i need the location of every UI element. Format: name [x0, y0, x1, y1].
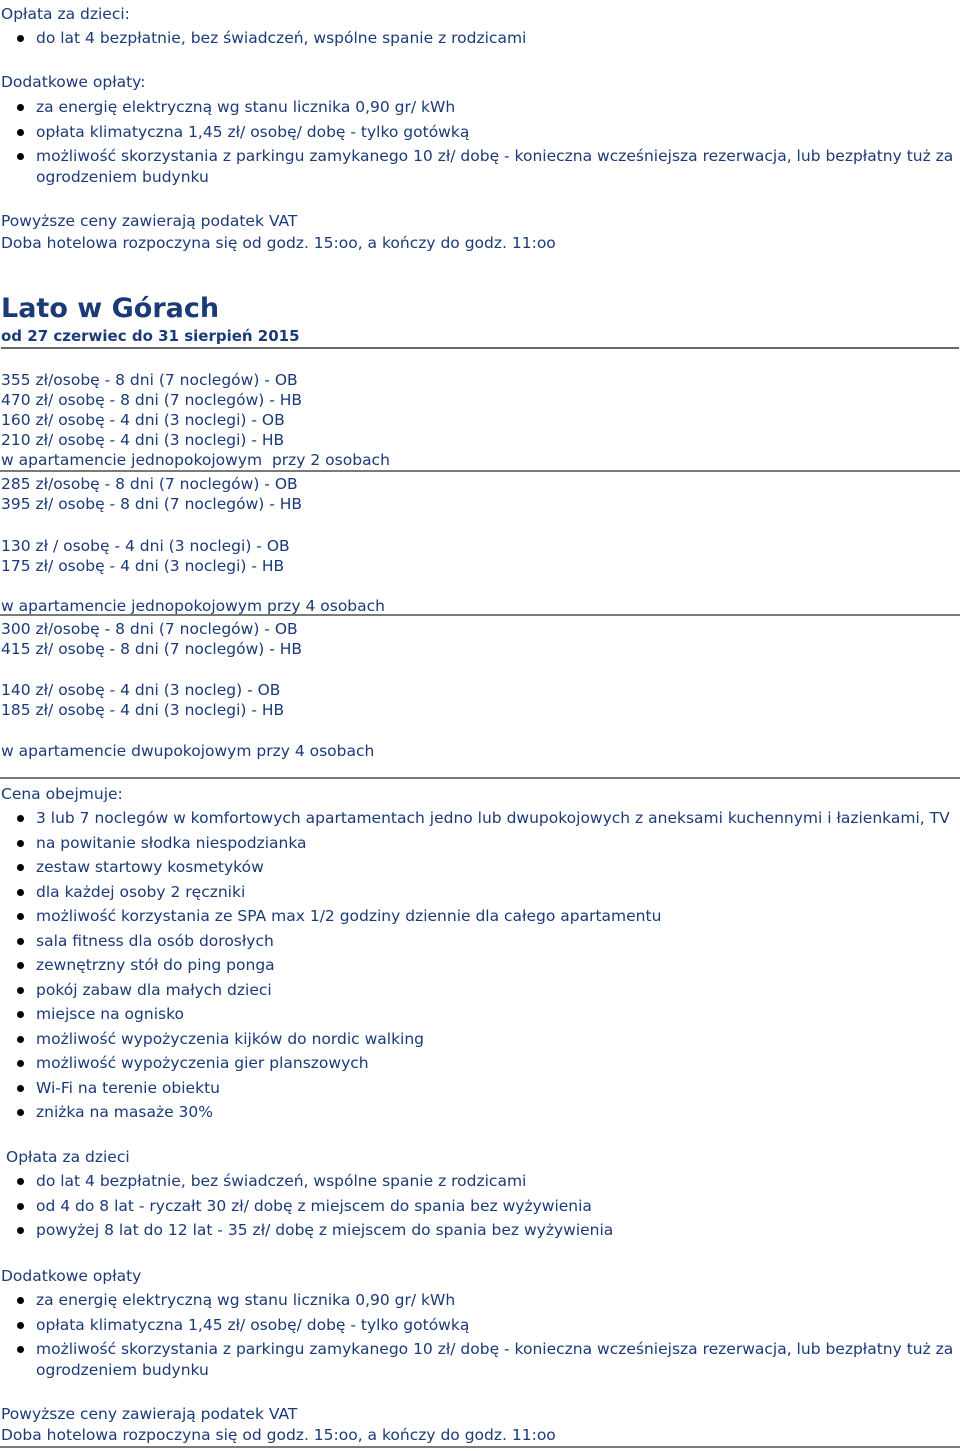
divider	[0, 614, 960, 616]
bottom-children-fee-heading: Opłata za dzieci	[6, 1148, 130, 1166]
list-item: za energię elektryczną wg stanu licznika 0,90 gr/ kWh	[0, 1290, 960, 1315]
price-line: 210 zł/ osobę - 4 dni (3 noclegi) - HB	[1, 431, 285, 449]
price-line: 285 zł/osobę - 8 dni (7 noclegów) - OB	[1, 475, 298, 493]
list-item: dla każdej osoby 2 ręczniki	[0, 882, 960, 907]
price-group-label: w apartamencie jednopokojowym przy 4 osobach	[1, 597, 385, 615]
bottom-extra-fees-list	[0, 1290, 960, 1359]
list-item: sala fitness dla osób dorosłych	[0, 931, 960, 956]
divider	[0, 777, 960, 779]
section-subtitle: od 27 czerwiec do 31 sierpień 2015	[1, 326, 959, 349]
list-item: miejsce na ognisko	[0, 1004, 960, 1029]
list-item: zniżka na masaże 30%	[0, 1102, 960, 1127]
price-group-3b	[1, 680, 284, 720]
list-item-continuation: ogrodzeniem budynku	[36, 168, 209, 186]
list-item: do lat 4 bezpłatnie, bez świadczeń, wspólne spanie z rodzicami	[0, 28, 960, 48]
price-line: 415 zł/ osobę - 8 dni (7 noclegów) - HB	[1, 640, 303, 658]
list-item: pokój zabaw dla małych dzieci	[0, 980, 960, 1005]
top-extra-fees-list	[0, 97, 960, 166]
list-item: opłata klimatyczna 1,45 zł/ osobę/ dobę - tylko gotówką	[0, 122, 960, 147]
bottom-hotel-day-note: Doba hotelowa rozpoczyna się od godz. 15:oo, a kończy do godz. 11:oo	[1, 1426, 556, 1444]
list-item: zestaw startowy kosmetyków	[0, 857, 960, 882]
price-line: 160 zł/ osobę - 4 dni (3 noclegi) - OB	[1, 411, 285, 429]
price-line: 130 zł / osobę - 4 dni (3 noclegi) - OB	[1, 537, 290, 555]
top-vat-note: Powyższe ceny zawierają podatek VAT	[1, 212, 298, 230]
list-item-continuation: ogrodzeniem budynku	[36, 1361, 209, 1379]
price-group-1	[1, 370, 390, 470]
list-item: opłata klimatyczna 1,45 zł/ osobę/ dobę - tylko gotówką	[0, 1315, 960, 1340]
divider	[0, 1446, 960, 1448]
top-hotel-day-note: Doba hotelowa rozpoczyna się od godz. 15:oo, a kończy do godz. 11:oo	[1, 234, 556, 252]
price-group-2b	[1, 536, 290, 576]
price-line: 175 zł/ osobę - 4 dni (3 noclegi) - HB	[1, 557, 285, 575]
list-item: od 4 do 8 lat - ryczałt 30 zł/ dobę z miejscem do spania bez wyżywienia	[0, 1196, 960, 1221]
includes-heading: Cena obejmuje:	[1, 785, 123, 803]
list-item: za energię elektryczną wg stanu licznika 0,90 gr/ kWh	[0, 97, 960, 122]
divider	[0, 470, 960, 472]
list-item: możliwość wypożyczenia kijków do nordic walking	[0, 1029, 960, 1054]
top-extra-fees-heading: Dodatkowe opłaty:	[1, 73, 146, 91]
section-title: Lato w Górach	[1, 293, 220, 324]
list-item: 3 lub 7 noclegów w komfortowych apartamentach jedno lub dwupokojowych z aneksami kuchennymi i łazienkami, TV	[0, 808, 960, 833]
includes-list	[0, 808, 960, 1127]
price-group-label: w apartamencie dwupokojowym przy 4 osobach	[1, 742, 375, 760]
price-group-label: w apartamencie jednopokojowym przy 2 osobach	[1, 451, 390, 469]
list-item: możliwość skorzystania z parkingu zamykanego 10 zł/ dobę - konieczna wcześniejsza rezerwacja, lub bezpłatny tuż za	[0, 146, 960, 166]
price-line: 185 zł/ osobę - 4 dni (3 noclegi) - HB	[1, 701, 285, 719]
price-line: 355 zł/osobę - 8 dni (7 noclegów) - OB	[1, 371, 298, 389]
price-line: 140 zł/ osobę - 4 dni (3 nocleg) - OB	[1, 681, 281, 699]
list-item: Wi-Fi na terenie obiektu	[0, 1078, 960, 1103]
list-item: do lat 4 bezpłatnie, bez świadczeń, wspólne spanie z rodzicami	[0, 1171, 960, 1196]
price-line: 395 zł/ osobę - 8 dni (7 noclegów) - HB	[1, 495, 303, 513]
top-children-fee-list	[0, 28, 960, 48]
list-item: możliwość korzystania ze SPA max 1/2 godziny dziennie dla całego apartamentu	[0, 906, 960, 931]
top-children-fee-heading: Opłata za dzieci:	[1, 5, 130, 23]
bottom-children-fee-list	[0, 1171, 960, 1245]
price-line: 300 zł/osobę - 8 dni (7 noclegów) - OB	[1, 620, 298, 638]
price-line: 470 zł/ osobę - 8 dni (7 noclegów) - HB	[1, 391, 303, 409]
price-group-3a	[1, 619, 302, 659]
list-item: możliwość skorzystania z parkingu zamykanego 10 zł/ dobę - konieczna wcześniejsza rezerwacja, lub bezpłatny tuż za	[0, 1339, 960, 1359]
list-item: możliwość wypożyczenia gier planszowych	[0, 1053, 960, 1078]
list-item: powyżej 8 lat do 12 lat - 35 zł/ dobę z miejscem do spania bez wyżywienia	[0, 1220, 960, 1245]
bottom-extra-fees-heading: Dodatkowe opłaty	[1, 1267, 142, 1285]
list-item: na powitanie słodka niespodzianka	[0, 833, 960, 858]
list-item: zewnętrzny stół do ping ponga	[0, 955, 960, 980]
price-group-2a	[1, 474, 302, 514]
bottom-vat-note: Powyższe ceny zawierają podatek VAT	[1, 1405, 298, 1423]
